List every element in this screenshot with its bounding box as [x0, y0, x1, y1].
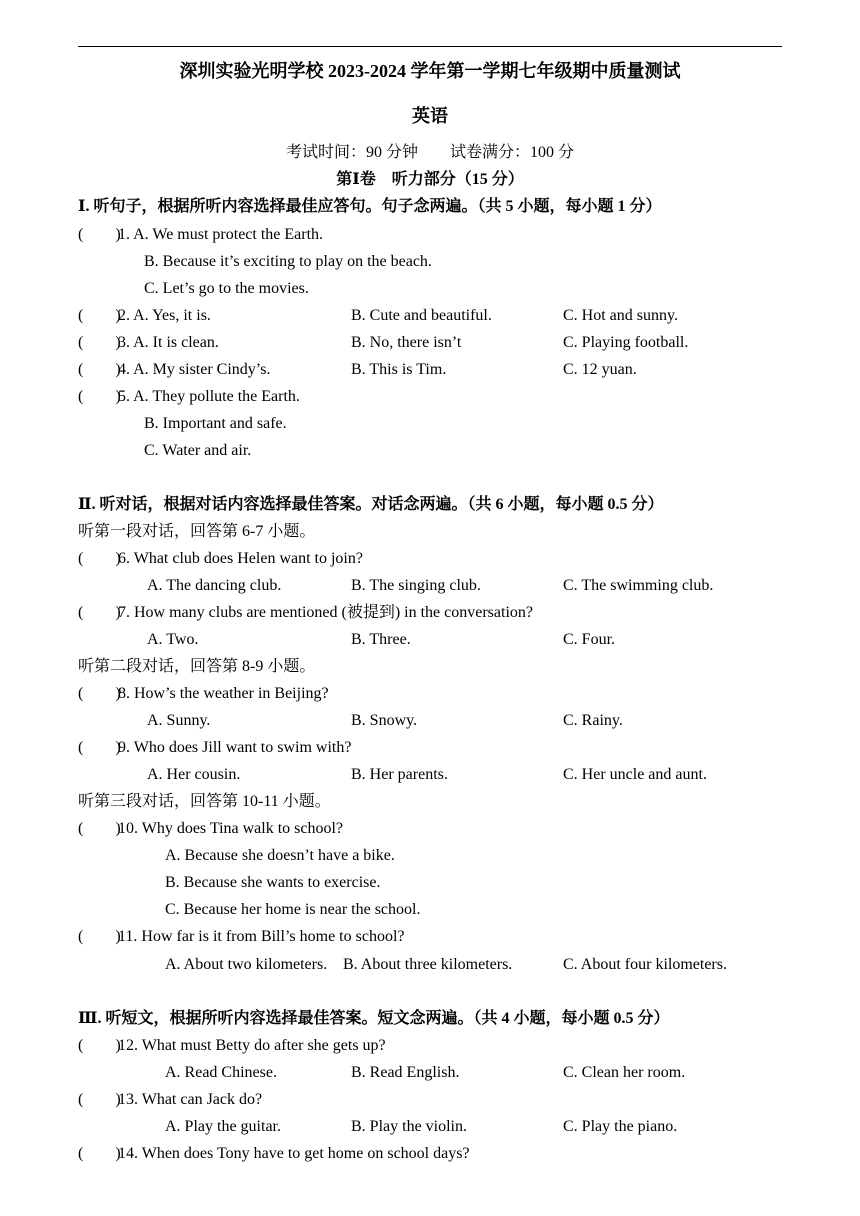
question-3 [78, 333, 219, 353]
section-title: Ⅱ. 听对话，根据对话内容选择最佳答案。对话念两遍。（共 6 小题，每小题 0.5 分） [78, 496, 664, 513]
option-a: A. Read Chinese. [165, 1064, 277, 1081]
exam-info [0, 143, 860, 163]
option-c: C. Clean her room. [563, 1064, 686, 1081]
answer-blank[interactable]: ( ) [78, 388, 121, 405]
section-title: Ⅰ. 听句子，根据所听内容选择最佳应答句。句子念两遍。（共 5 小题，每小题 1 分） [78, 198, 662, 215]
option-c: C. Because her home is near the school. [165, 901, 421, 918]
question-14 [78, 1144, 470, 1164]
question-4 [78, 360, 270, 380]
answer-blank[interactable]: ( ) [78, 739, 121, 756]
answer-blank[interactable]: ( ) [78, 1091, 121, 1108]
answer-blank[interactable]: ( ) [78, 334, 121, 351]
question-stem: 9. Who does Jill want to swim with? [118, 739, 352, 756]
option-c: C. About four kilometers. [563, 956, 727, 973]
instruction-note: 听第一段对话，回答第 6-7 小题。 [78, 523, 316, 540]
question-stem: 7. How many clubs are mentioned (被提到) in the conversation? [118, 604, 534, 621]
question-stem: 8. How’s the weather in Beijing? [118, 685, 329, 702]
option-a: A. Sunny. [147, 712, 211, 729]
question-stem: 6. What club does Helen want to join? [118, 550, 363, 567]
option-a: A. Two. [147, 631, 199, 648]
answer-blank[interactable]: ( ) [78, 226, 121, 243]
option-a: A. Her cousin. [147, 766, 241, 783]
option-b: B. Because she wants to exercise. [165, 874, 381, 891]
option-b: B. Play the violin. [351, 1118, 467, 1135]
question-stem: 4. A. My sister Cindy’s. [118, 361, 271, 378]
question-10 [78, 819, 343, 839]
question-stem: 13. What can Jack do? [118, 1091, 263, 1108]
option-a: A. The dancing club. [147, 577, 282, 594]
question-9 [78, 738, 351, 758]
question-11 [78, 927, 404, 947]
instruction-note: 听第三段对话，回答第 10-11 小题。 [78, 793, 331, 810]
instruction-note: 听第二段对话，回答第 8-9 小题。 [78, 658, 316, 675]
option-c: C. Water and air. [144, 442, 252, 459]
option-c: C. Her uncle and aunt. [563, 766, 707, 783]
question-2 [78, 306, 211, 326]
question-1 [78, 225, 323, 245]
answer-blank[interactable]: ( ) [78, 820, 121, 837]
option-c: C. Playing football. [563, 334, 689, 351]
answer-blank[interactable]: ( ) [78, 307, 121, 324]
option-a: A. Because she doesn’t have a bike. [165, 847, 395, 864]
option-b: B. Snowy. [351, 712, 418, 729]
question-8 [78, 684, 329, 704]
option-c: C. Rainy. [563, 712, 623, 729]
option-b: B. Her parents. [351, 766, 448, 783]
option-b: B. Read English. [351, 1064, 460, 1081]
answer-blank[interactable]: ( ) [78, 1037, 121, 1054]
option-b: B. Important and safe. [144, 415, 287, 432]
answer-blank[interactable]: ( ) [78, 1145, 121, 1162]
exam-score: 试卷满分：100 分 [450, 144, 575, 161]
option-b: B. Cute and beautiful. [351, 307, 492, 324]
exam-subject: 英语 [412, 106, 448, 126]
question-stem: 5. A. They pollute the Earth. [118, 388, 300, 405]
question-6 [78, 549, 363, 569]
answer-blank[interactable]: ( ) [78, 550, 121, 567]
option-b: B. No, there isn’t [351, 334, 462, 351]
option-c: C. Play the piano. [563, 1118, 678, 1135]
exam-time: 考试时间：90 分钟 [285, 144, 418, 161]
part-title: 第Ⅰ卷 听力部分（15 分） [336, 171, 524, 188]
question-5 [78, 387, 300, 407]
answer-blank[interactable]: ( ) [78, 604, 121, 621]
question-7 [78, 603, 533, 623]
answer-blank[interactable]: ( ) [78, 928, 121, 945]
option-a: A. About two kilometers. [165, 956, 328, 973]
option-c: C. 12 yuan. [563, 361, 637, 378]
answer-blank[interactable]: ( ) [78, 361, 121, 378]
question-stem: 3. A. It is clean. [118, 334, 219, 351]
option-c: C. Four. [563, 631, 616, 648]
question-stem: 1. A. We must protect the Earth. [118, 226, 324, 243]
option-b: B. This is Tim. [351, 361, 447, 378]
option-c: C. Let’s go to the movies. [144, 280, 309, 297]
section-title: Ⅲ. 听短文，根据所听内容选择最佳答案。短文念两遍。（共 4 小题，每小题 0.5 分） [78, 1010, 670, 1027]
question-stem: 2. A. Yes, it is. [118, 307, 211, 324]
question-12 [78, 1036, 386, 1056]
header-rule [78, 46, 782, 47]
option-c: C. Hot and sunny. [563, 307, 678, 324]
question-13 [78, 1090, 262, 1110]
option-b: B. Because it’s exciting to play on the beach. [144, 253, 432, 270]
question-stem: 14. When does Tony have to get home on school days? [118, 1145, 470, 1162]
option-c: C. The swimming club. [563, 577, 714, 594]
option-b: B. The singing club. [351, 577, 481, 594]
question-stem: 10. Why does Tina walk to school? [118, 820, 344, 837]
option-b: B. About three kilometers. [343, 956, 513, 973]
exam-title: 深圳实验光明学校 2023-2024 学年第一学期七年级期中质量测试 [179, 61, 681, 81]
question-stem: 12. What must Betty do after she gets up? [118, 1037, 386, 1054]
option-a: A. Play the guitar. [165, 1118, 281, 1135]
answer-blank[interactable]: ( ) [78, 685, 121, 702]
option-b: B. Three. [351, 631, 411, 648]
question-stem: 11. How far is it from Bill’s home to school? [118, 928, 405, 945]
